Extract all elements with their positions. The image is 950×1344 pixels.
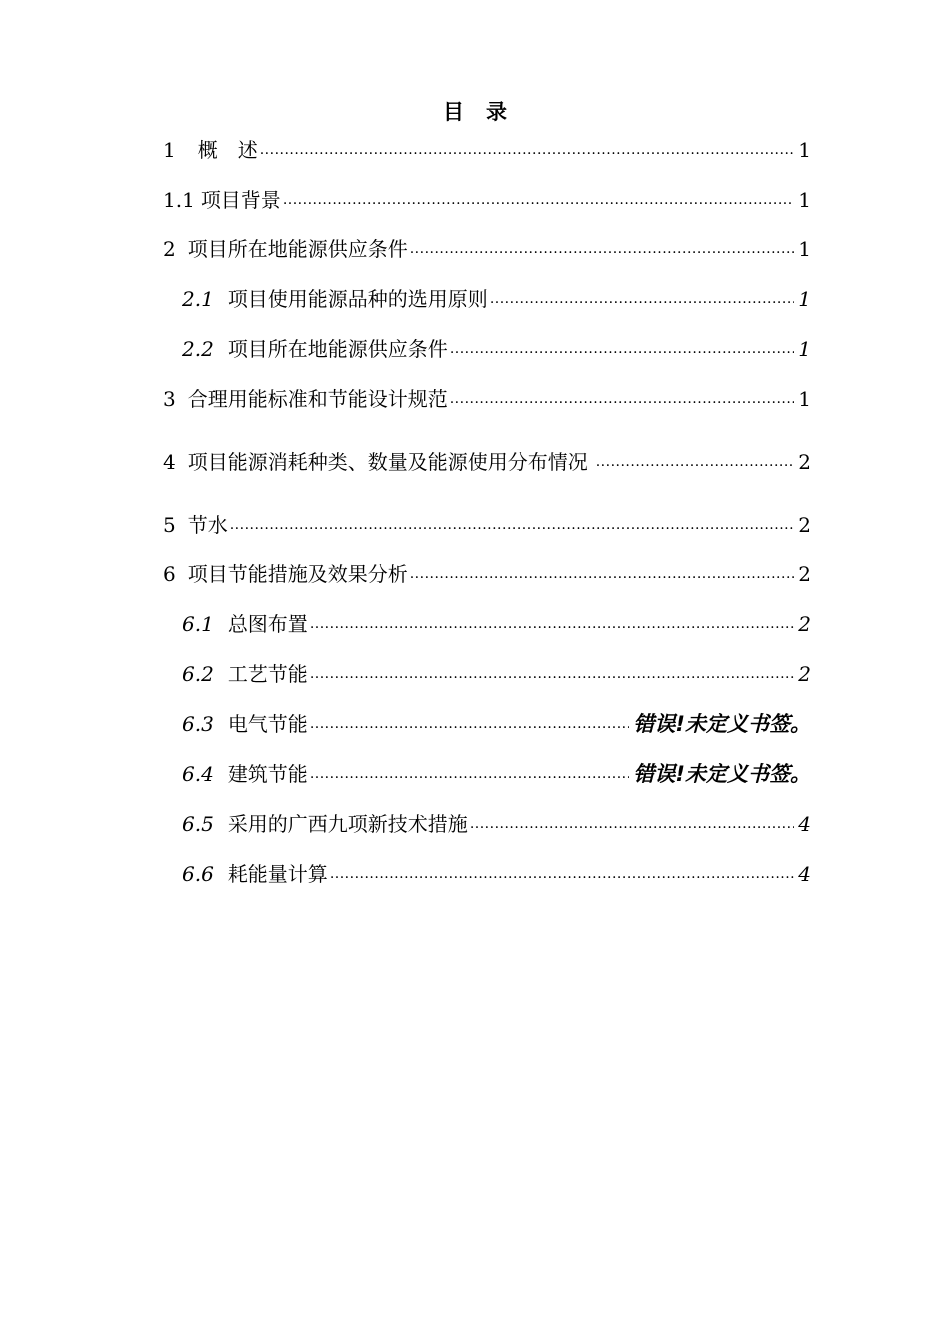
- toc-entry-5[interactable]: [163, 508, 811, 538]
- toc-entry-page: 2: [798, 562, 811, 586]
- toc-entry-label: 项目使用能源品种的选用原则: [227, 287, 488, 311]
- toc-entry-page: 1: [798, 387, 811, 411]
- toc-entry-number: 6.1: [182, 612, 214, 636]
- toc-entry-number: 2.1: [182, 287, 214, 311]
- toc-entry-page: 4: [798, 862, 811, 886]
- toc-leader-dots: [310, 614, 794, 634]
- toc-entry-label: 电气节能: [227, 712, 308, 736]
- toc-entry-label: 工艺节能: [227, 662, 308, 686]
- toc-title: [0, 96, 950, 126]
- toc-leader-dots: [310, 664, 794, 684]
- toc-entry-6-1[interactable]: [182, 607, 811, 637]
- toc-entry-number: 5: [163, 513, 176, 537]
- toc-entry-label: 项目能源消耗种类、数量及能源使用分布情况: [187, 450, 588, 474]
- toc-entry-3[interactable]: [163, 382, 811, 412]
- toc-entry-page: 1: [798, 138, 811, 162]
- toc-entry-label: 项目所在地能源供应条件: [227, 337, 448, 361]
- toc-entry-6-4[interactable]: [182, 757, 811, 787]
- toc-entry-number: 2.2: [182, 337, 214, 361]
- toc-entry-label: 建筑节能: [227, 762, 308, 786]
- toc-leader-dots: [450, 389, 795, 409]
- toc-entry-number: 1.1: [163, 188, 195, 212]
- toc-entry-page: 1: [798, 337, 811, 361]
- toc-entry-6[interactable]: [163, 557, 811, 587]
- toc-entry-page: 4: [798, 812, 811, 836]
- toc-entry-number: 3: [163, 387, 176, 411]
- toc-entry-6-2[interactable]: [182, 657, 811, 687]
- toc-leader-dots: [260, 140, 795, 160]
- toc-title-char-2: 录: [486, 99, 507, 124]
- toc-entry-label: 耗能量计算: [227, 862, 328, 886]
- toc-entry-label: 项目节能措施及效果分析: [187, 562, 408, 586]
- toc-leader-dots: [230, 515, 795, 535]
- toc-leader-dots: [450, 339, 794, 359]
- toc-entry-page: 1: [798, 188, 811, 212]
- toc-entry-page: 2: [798, 513, 811, 537]
- toc-entry-page-error: 错误!未定义书签。: [633, 762, 811, 786]
- toc-entry-label: 总图布置: [227, 612, 308, 636]
- toc-entry-number: 6.6: [182, 862, 214, 886]
- toc-entry-number: 6.4: [182, 762, 214, 786]
- toc-entry-page: 1: [798, 237, 811, 261]
- toc-leader-dots: [410, 564, 795, 584]
- toc-entry-page-error: 错误!未定义书签。: [633, 712, 811, 736]
- toc-entry-page: 2: [798, 662, 811, 686]
- toc-leader-dots: [490, 289, 794, 309]
- toc-entry-label: 节水: [187, 513, 228, 537]
- toc-entry-number: 6.3: [182, 712, 214, 736]
- toc-entry-2-1[interactable]: [182, 282, 811, 312]
- toc-leader-dots: [310, 714, 630, 734]
- toc-entry-label: 概 述: [197, 138, 258, 162]
- toc-entry-2[interactable]: [163, 232, 811, 262]
- toc-entry-number: 2: [163, 237, 176, 261]
- toc-entry-label: 项目所在地能源供应条件: [187, 237, 408, 261]
- toc-entry-label: 项目背景: [200, 188, 281, 212]
- toc-entry-1[interactable]: [163, 133, 811, 163]
- toc-entry-number: 1: [163, 138, 176, 162]
- toc-entry-6-6[interactable]: [182, 857, 811, 887]
- toc-leader-dots: [330, 864, 794, 884]
- toc-leader-dots: [410, 239, 795, 259]
- toc-entry-number: 6.2: [182, 662, 214, 686]
- toc-entry-page: 1: [798, 287, 811, 311]
- toc-leader-dots: [310, 764, 630, 784]
- toc-leader-dots: [283, 190, 794, 210]
- toc-title-char-1: 目: [443, 99, 464, 124]
- toc-entry-6-3[interactable]: [182, 707, 811, 737]
- toc-entry-label: 合理用能标准和节能设计规范: [187, 387, 448, 411]
- toc-entry-number: 4: [163, 450, 176, 474]
- toc-entry-number: 6.5: [182, 812, 214, 836]
- toc-entry-4[interactable]: [163, 445, 811, 475]
- toc-leader-dots: [470, 814, 794, 834]
- toc-entry-page: 2: [798, 612, 811, 636]
- toc-entry-number: 6: [163, 562, 176, 586]
- toc-entry-page: 2: [798, 450, 811, 474]
- toc-leader-dots: [596, 452, 795, 472]
- toc-entry-2-2[interactable]: [182, 332, 811, 362]
- toc-entry-6-5[interactable]: [182, 807, 811, 837]
- toc-entry-label: 采用的广西九项新技术措施: [227, 812, 468, 836]
- toc-entry-1-1[interactable]: [163, 183, 811, 213]
